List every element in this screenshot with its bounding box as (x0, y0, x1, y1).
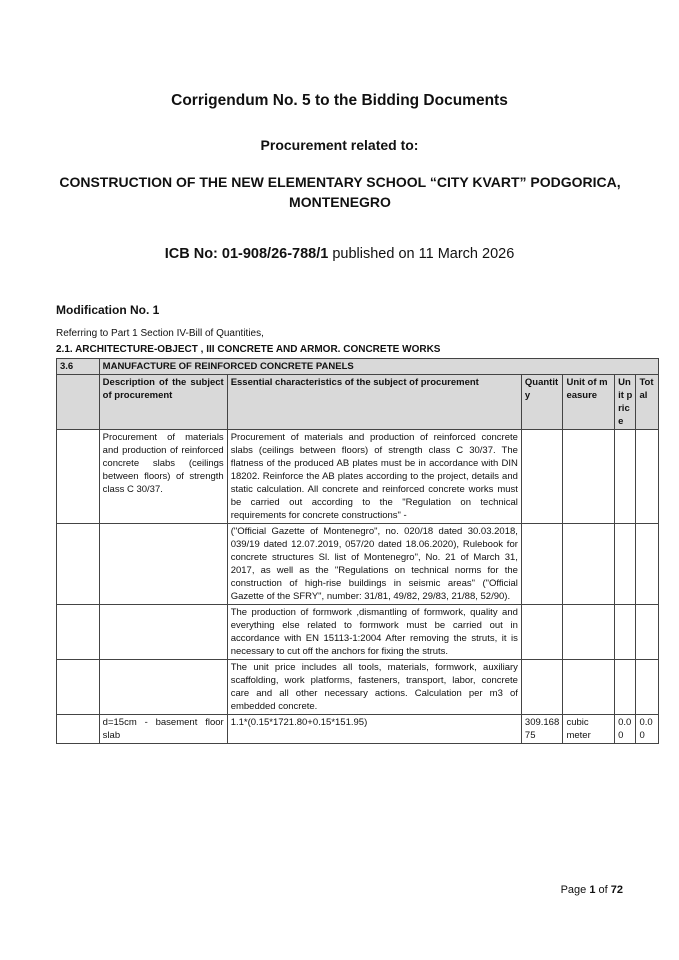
icb-line (0, 246, 679, 262)
table-row (57, 660, 659, 715)
row-empty-cell (57, 430, 100, 524)
row-empty-cell (57, 524, 100, 605)
row-characteristics: Procurement of materials and production of reinforced concrete slabs (ceilings between floors) of strength class C 30/37. The flatness of the produced AB plates must be in accordance with DIN 18202. Reinforce the AB plates according to the project, details and static calculation. All concrete and reinforced concrete works must be carried out according to the "Regulation on technical requirements for concrete constructions" - (227, 430, 521, 524)
document-subtitle: Procurement related to: (260, 137, 419, 153)
header-quantity: Quantity (521, 375, 563, 430)
row-empty-cell (57, 715, 100, 744)
table-row (57, 524, 659, 605)
row-total (636, 660, 659, 715)
table-row (57, 715, 659, 744)
page-label: Page (560, 884, 590, 896)
row-quantity (521, 660, 563, 715)
modification-heading: Modification No. 1 (56, 303, 160, 317)
row-unit (563, 524, 615, 605)
row-unit: cubic meter (563, 715, 615, 744)
icb-number: ICB No: 01-908/26-788/1 (164, 246, 329, 262)
row-total (636, 430, 659, 524)
item-number: 3.6 (57, 359, 100, 375)
row-characteristics: ("Official Gazette of Montenegro", no. 020/18 dated 30.03.2018, 039/19 dated 12.07.2019, 057/20 dated 18.06.2020), Rulebook for concrete structures Sl. list of Montenegro", No. 21 of March 31, 2017, as well as the "Regulations on technical norms for the construction of high-rise buildings in seismic areas" ("Official Gazette of the SFRY", number: 31/81, 49/82, 29/83, 21/88, 52/90). (227, 524, 521, 605)
row-unit-price (615, 524, 636, 605)
item-title: MANUFACTURE OF REINFORCED CONCRETE PANELS (99, 359, 658, 375)
bill-of-quantities-table (56, 358, 659, 744)
icb-published: published on 11 March 2026 (328, 246, 515, 262)
section-heading: 2.1. ARCHITECTURE-OBJECT , III CONCRETE AND ARMOR. CONCRETE WORKS (56, 344, 441, 355)
page-of: of (595, 884, 611, 896)
row-unit (563, 430, 615, 524)
row-quantity (521, 430, 563, 524)
header-empty-cell (57, 375, 100, 430)
row-unit-price: 0.00 (615, 715, 636, 744)
header-total: Total (636, 375, 659, 430)
row-empty-cell (57, 605, 100, 660)
row-unit-price (615, 605, 636, 660)
row-unit-price (615, 430, 636, 524)
page-total: 72 (610, 884, 623, 896)
row-characteristics: The production of formwork ,dismantling of formwork, quality and everything else related to formwork must be carried out in accordance with EN 15113-1:2004 After removing the struts, it is necessary to cut off the anchors for fixing the struts. (227, 605, 521, 660)
table-header-row (57, 375, 659, 430)
row-description (99, 605, 227, 660)
project-name: CONSTRUCTION OF THE NEW ELEMENTARY SCHOOL “CITY KVART” PODGORICA, MONTENEGRO (59, 174, 621, 210)
row-unit (563, 660, 615, 715)
row-total: 0.00 (636, 715, 659, 744)
row-quantity: 309.16875 (521, 715, 563, 744)
row-unit-price (615, 660, 636, 715)
row-characteristics: 1.1*(0.15*1721.80+0.15*151.95) (227, 715, 521, 744)
row-total (636, 605, 659, 660)
row-empty-cell (57, 660, 100, 715)
page-number: 1 (589, 884, 596, 896)
header-characteristics: Essential characteristics of the subject of procurement (227, 375, 521, 430)
table-row (57, 430, 659, 524)
row-total (636, 524, 659, 605)
header-description: Description of the subject of procurement (99, 375, 227, 430)
row-quantity (521, 605, 563, 660)
row-quantity (521, 524, 563, 605)
row-description: Procurement of materials and production of reinforced concrete slabs (ceilings between floors) of strength class C 30/37. (99, 430, 227, 524)
row-unit (563, 605, 615, 660)
referring-text: Referring to Part 1 Section IV-Bill of Quantities, (56, 328, 264, 339)
row-description (99, 660, 227, 715)
table-row (57, 605, 659, 660)
document-title: Corrigendum No. 5 to the Bidding Documents (171, 92, 508, 109)
table-item-row (57, 359, 659, 375)
header-unit: Unit of measure (563, 375, 615, 430)
header-unit-price: Unit price (615, 375, 636, 430)
page-footer (561, 884, 623, 896)
row-description: d=15cm - basement floor slab (99, 715, 227, 744)
row-characteristics: The unit price includes all tools, materials, formwork, auxiliary scaffolding, work platforms, fasteners, transport, labor, concrete care and all other necessary actions. Calculation per m3 of embedded concrete. (227, 660, 521, 715)
row-description (99, 524, 227, 605)
